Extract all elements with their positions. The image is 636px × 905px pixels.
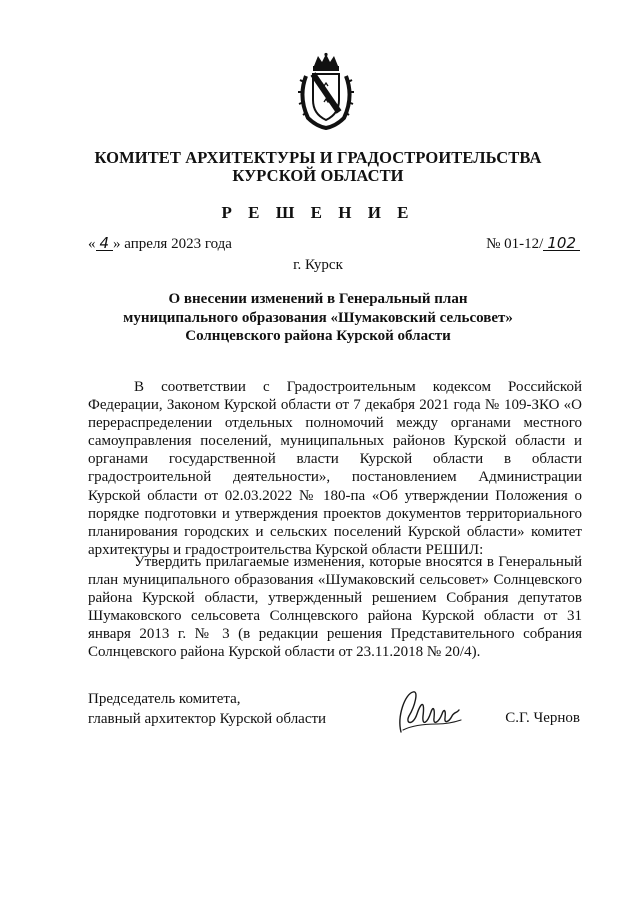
number-handwritten: 102 [543, 236, 580, 251]
coat-of-arms-icon [296, 52, 356, 130]
date-month-year: » апреля 2023 года [113, 236, 232, 252]
number-prefix: № 01-12/ [486, 236, 544, 252]
handwritten-signature [393, 686, 465, 738]
document-city: г. Курск [293, 257, 343, 273]
organization-region: КУРСКОЙ ОБЛАСТИ [232, 166, 404, 185]
subject-line: О внесении изменений в Генеральный план [168, 291, 468, 307]
signatory-position [88, 689, 326, 729]
body-paragraph-basis: В соответствии с Градостроительным кодексом Российской Федерации, Законом Курской области от 7 декабря 2021 года № 109-ЗКО «О перераспределении отдельных полномочий между органами местного самоуправления поселений, муниципальных районов Курской области и органами государственной власти Курской области в области градостроительной деятельности», постановлением Администрации Курской области от 02.03.2022 № 180-па «Об утверждении Положения о порядке подготовки и утверждения проектов документов территориального планирования городских и сельских поселений Курской области» комитет архитектуры и градостроительства Курской области РЕШИЛ: [88, 379, 582, 558]
date-open-quote: « [88, 236, 96, 252]
signatory-name: С.Г. Чернов [505, 710, 580, 726]
organization-name: КОМИТЕТ АРХИТЕКТУРЫ И ГРАДОСТРОИТЕЛЬСТВА [94, 148, 542, 167]
signatory-position-line: Председатель комитета, [88, 691, 241, 707]
date-day-handwritten: 4 [96, 236, 114, 251]
body-paragraph-decision: Утвердить прилагаемые изменения, которые вносятся в Генеральный план муниципального образования «Шумаковский сельсовет» Солнцевского района Курской области, утвержденный решением Собрания депутатов Шумаковского сельсовета Солнцевского района Курской области от 31 января 2013 г. № 3 (в редакции решения Представительного собрания Солнцевского района Курской области от 23.11.2018 № 20/4). [88, 554, 582, 661]
document-type: Р Е Ш Е Н И Е [221, 203, 415, 222]
document-date [88, 236, 232, 253]
subject-line: Солнцевского района Курской области [185, 328, 451, 344]
subject-line: муниципального образования «Шумаковский сельсовет» [123, 310, 513, 326]
signatory-position-line: главный архитектор Курской области [88, 711, 327, 727]
document-number [486, 236, 580, 253]
